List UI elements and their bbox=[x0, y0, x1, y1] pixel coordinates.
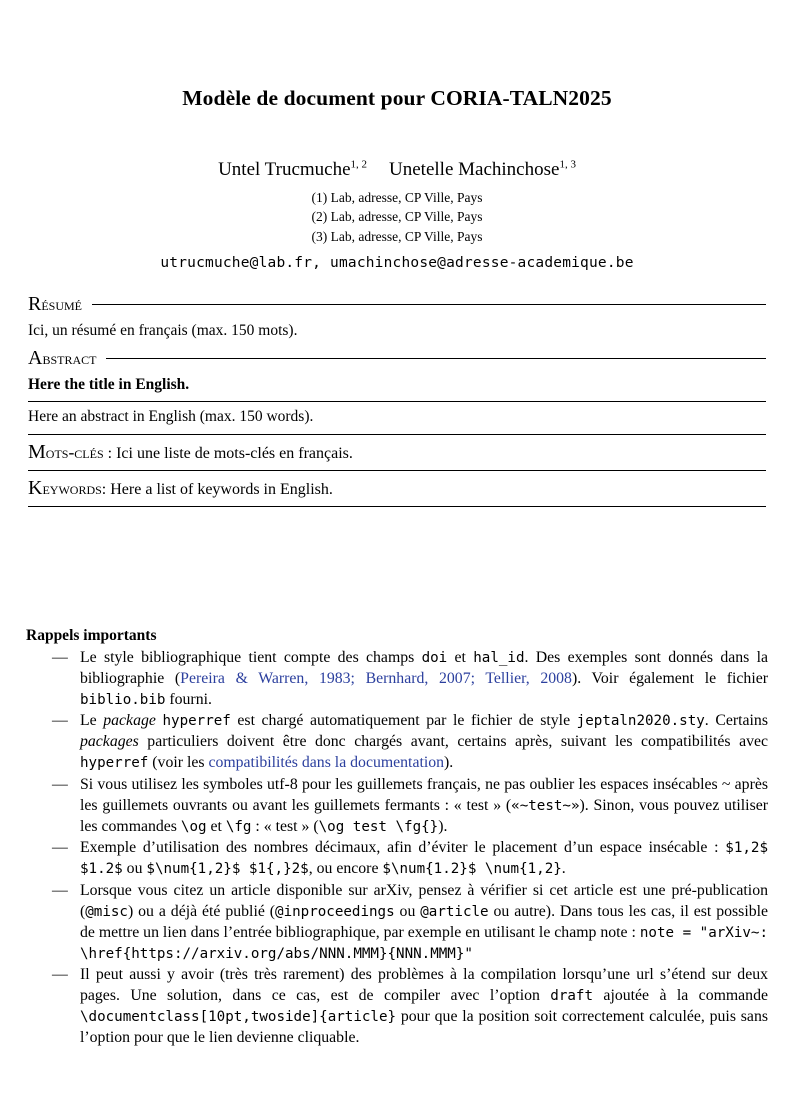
text-run: ). bbox=[438, 817, 448, 835]
item-nombres bbox=[26, 837, 768, 879]
keywords-fr-heading: Mots-clés bbox=[28, 440, 104, 463]
text-run: ). bbox=[444, 754, 454, 772]
text-run: est chargé automatiquement par le fichier de style bbox=[230, 712, 577, 730]
affiliation-2: (2) Lab, adresse, CP Ville, Pays bbox=[311, 209, 483, 225]
section-title: Rappels importants bbox=[26, 626, 157, 644]
text-run: hal_id bbox=[473, 649, 525, 666]
author-list bbox=[26, 159, 768, 181]
doc-link[interactable]: compatibilités dans la documentation bbox=[208, 754, 445, 772]
text-run: ajoutée à la commande bbox=[593, 987, 768, 1005]
text-run: . Certains bbox=[704, 712, 768, 730]
abstract-heading-row bbox=[28, 347, 766, 370]
text-run: biblio.bib bbox=[80, 691, 166, 708]
keywords-middle-rule bbox=[28, 470, 766, 471]
text-run: . Des exemples sont donnés dans la bibliographie ( bbox=[80, 648, 768, 687]
text-run: hyperref bbox=[162, 713, 231, 730]
keywords-en-line bbox=[28, 477, 766, 500]
keywords-fr-separator: : bbox=[103, 444, 117, 462]
item-url bbox=[26, 964, 768, 1048]
resume-heading-row bbox=[28, 293, 766, 316]
text-run: (voir les bbox=[148, 754, 209, 772]
abstract-block bbox=[26, 293, 768, 507]
text-run: Si vous utilisez les symboles utf-8 pour les guillemets français, ne pas oublier les espaces insécables ~ après les guillemets ouvrants ou avant les guillemets fermants : « test » ( bbox=[80, 775, 768, 814]
text-run: . bbox=[561, 860, 566, 878]
resume-heading: Résumé bbox=[28, 292, 83, 315]
text-run: jeptaln2020.sty bbox=[576, 713, 705, 730]
keywords-fr-text: Ici une liste de mots-clés en français. bbox=[116, 444, 353, 462]
text-run: \og test \fg{} bbox=[318, 818, 439, 835]
keywords-top-rule bbox=[28, 434, 766, 435]
abstract-text: Here an abstract in English (max. 150 words). bbox=[28, 408, 314, 426]
item-hyperref bbox=[26, 710, 768, 773]
text-run: pour que la position soit correctement calculée, puis sans l’option pour que le lien devienne cliquable. bbox=[80, 1008, 768, 1047]
item-utf8 bbox=[26, 774, 768, 837]
text-run: fourni. bbox=[165, 690, 212, 708]
author-1-affiliation-marker: 1, 2 bbox=[350, 159, 368, 171]
affiliation-list bbox=[26, 188, 768, 245]
citation-link[interactable]: Pereira & Warren, 1983; Bernhard, 2007; Tellier, 2008 bbox=[180, 669, 572, 687]
text-run: package bbox=[103, 712, 156, 730]
abstract-heading: Abstract bbox=[28, 347, 97, 370]
text-run: ou bbox=[394, 902, 421, 920]
keywords-fr-line bbox=[28, 441, 766, 464]
resume-text: Ici, un résumé en français (max. 150 mots). bbox=[28, 321, 298, 339]
keywords-bottom-rule bbox=[28, 506, 766, 507]
author-1 bbox=[218, 159, 367, 180]
abstract-english-title: Here the title in English. bbox=[28, 376, 190, 394]
author-emails: utrucmuche@lab.fr, umachinchose@adresse-academique.be bbox=[160, 254, 634, 271]
keywords-en-text: Here a list of keywords in English. bbox=[110, 480, 333, 498]
text-run: , ou encore bbox=[308, 860, 383, 878]
text-run: et bbox=[447, 648, 474, 666]
text-run: «~test~» bbox=[511, 797, 580, 814]
affiliation-3: (3) Lab, adresse, CP Ville, Pays bbox=[311, 228, 483, 244]
text-run: @misc bbox=[85, 903, 128, 920]
text-run: et bbox=[206, 817, 226, 835]
text-run: ). Voir également le fichier bbox=[571, 669, 768, 687]
item-biblio bbox=[26, 647, 768, 710]
author-2-name: Unetelle Machinchose bbox=[389, 159, 560, 181]
text-run: draft bbox=[550, 988, 594, 1005]
text-run: ou autre). Dans tous les cas, il est possible de mettre un lien dans l’entrée bibliographique, par exemple en utilisant le champ note : bbox=[80, 902, 769, 941]
text-run: $\num{1.2}$ \num{1,2} bbox=[382, 861, 562, 878]
resume-rule bbox=[92, 304, 766, 305]
page-title: Modèle de document pour CORIA-TALN2025 bbox=[182, 86, 612, 110]
author-1-name: Untel Trucmuche bbox=[218, 159, 351, 181]
keywords-en-heading: Keywords bbox=[28, 476, 102, 499]
text-run: $\num{1,2}$ $1{,}2$ bbox=[146, 861, 309, 878]
text-run: note = "arXiv~: \href{https://arxiv.org/abs/NNN.MMM}{NNN.MMM}" bbox=[80, 924, 768, 962]
text-run: hyperref bbox=[80, 755, 149, 772]
author-2 bbox=[389, 159, 576, 180]
text-run: \fg bbox=[225, 818, 252, 835]
text-run: Exemple d’utilisation des nombres décimaux, afin d’éviter le placement d’un espace insécable : bbox=[80, 839, 726, 857]
text-run: ). Sinon, vous pouvez utiliser les commandes bbox=[80, 796, 768, 835]
abstract-rule bbox=[106, 358, 766, 359]
text-run: ou bbox=[122, 860, 147, 878]
text-run: \documentclass[10pt,twoside]{article} bbox=[80, 1009, 397, 1026]
affiliation-1: (1) Lab, adresse, CP Ville, Pays bbox=[311, 190, 483, 206]
text-run: particuliers doivent être donc chargés avant, certains après, suivant les compatibilités avec bbox=[138, 733, 768, 751]
text-run: Le bbox=[80, 712, 104, 730]
text-run: Le style bibliographique tient compte des champs bbox=[80, 648, 422, 666]
text-run: : « test » ( bbox=[251, 817, 319, 835]
text-run: doi bbox=[421, 649, 448, 666]
text-run: \og bbox=[180, 818, 207, 835]
text-run: Lorsque vous citez un article disponible sur arXiv, pensez à vérifier si cet article est une pré-publication ( bbox=[80, 881, 768, 920]
text-run: packages bbox=[80, 733, 139, 751]
item-citation bbox=[26, 880, 768, 964]
text-run: $1,2$ $1.2$ bbox=[80, 840, 768, 878]
text-run: @article bbox=[420, 903, 489, 920]
text-run: Il peut aussi y avoir (très très rarement) des problèmes à la compilation lorsqu’une url s’étend sur deux pages. Une solution, dans ce cas, est de compiler avec l’option bbox=[80, 966, 768, 1005]
text-run: @inproceedings bbox=[275, 903, 395, 920]
text-run: ) ou a déjà été publié ( bbox=[127, 902, 276, 920]
author-2-affiliation-marker: 1, 3 bbox=[559, 159, 576, 171]
reminders-list bbox=[26, 647, 768, 1049]
keywords-en-separator: : bbox=[101, 480, 111, 498]
abstract-separator-rule bbox=[28, 401, 766, 402]
